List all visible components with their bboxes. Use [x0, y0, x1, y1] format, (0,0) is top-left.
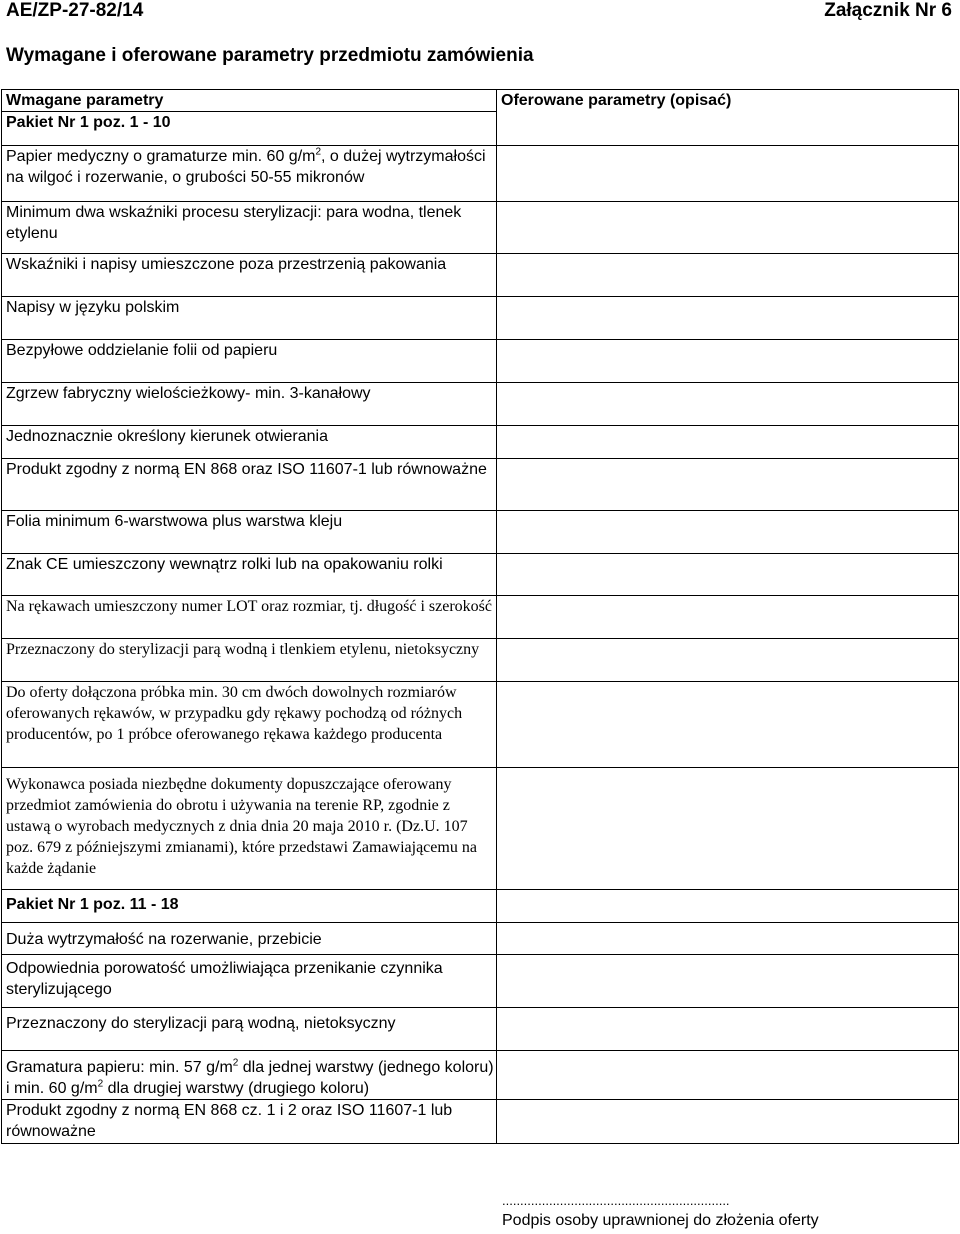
offer-cell[interactable]	[497, 511, 959, 554]
signature-label: Podpis osoby uprawnionej do złożenia oferty	[502, 1212, 819, 1229]
section-header-pakiet-11-18: Pakiet Nr 1 poz. 11 - 18	[2, 890, 497, 923]
requirement-dustless-separation: Bezpyłowe oddzielanie folii od papieru	[2, 340, 497, 383]
requirement-paper-weight: Papier medyczny o gramaturze min. 60 $g/m^2$, o dużej wytrzymałości na wilgoć i rozerwanie, o grubości 50-55 mikronów	[2, 146, 497, 202]
offer-cell[interactable]	[497, 1051, 959, 1100]
offer-cell[interactable]	[497, 596, 959, 639]
requirement-sterilization-method: Przeznaczony do sterylizacji parą wodną i tlenkiem etylenu, nietoksyczny	[2, 639, 497, 682]
requirement-standard-compliance: Produkt zgodny z normą EN 868 oraz ISO 11607-1 lub równoważne	[2, 459, 497, 511]
offer-cell[interactable]	[497, 383, 959, 426]
offer-cell[interactable]	[497, 682, 959, 768]
offer-cell[interactable]	[497, 297, 959, 340]
requirement-lot-number: Na rękawach umieszczony numer LOT oraz rozmiar, tj. długość i szerokość	[2, 596, 497, 639]
requirement-standard-compliance-2: Produkt zgodny z normą EN 868 cz. 1 i 2 oraz ISO 11607-1 lub równoważne	[2, 1100, 497, 1144]
requirement-opening-direction: Jednoznacznie określony kierunek otwierania	[2, 426, 497, 459]
offer-cell[interactable]	[497, 554, 959, 596]
offer-cell[interactable]	[497, 254, 959, 297]
requirement-paper-grammage: Gramatura papieru: min. 57 $g/m^2$ dla jednej warstwy (jednego koloru) i min. 60 $g/m^2$ dla drugiej warstwy (drugiego koloru)	[2, 1051, 497, 1100]
requirement-ce-mark: Znak CE umieszczony wewnątrz rolki lub na opakowaniu rolki	[2, 554, 497, 596]
parameters-table	[1, 89, 959, 1144]
offer-cell[interactable]	[497, 146, 959, 202]
requirement-documents: Wykonawca posiada niezbędne dokumenty dopuszczające oferowany przedmiot zamówienia do obrotu i używania na terenie RP, zgodnie z ustawą o wyrobach medycznych z dnia dnia 20 maja 2010 r. (Dz.U. 107 poz. 679 z późniejszymi zmianami), które przedstawi Zamawiającemu na każde żądanie	[2, 768, 497, 890]
requirement-foil-layers: Folia minimum 6-warstwowa plus warstwa kleju	[2, 511, 497, 554]
offer-cell[interactable]	[497, 1008, 959, 1051]
offer-cell[interactable]	[497, 639, 959, 682]
offer-cell[interactable]	[497, 768, 959, 890]
requirement-seal: Zgrzew fabryczny wielościeżkowy- min. 3-kanałowy	[2, 383, 497, 426]
offer-cell[interactable]	[497, 1100, 959, 1144]
offer-cell[interactable]	[497, 955, 959, 1008]
offer-cell[interactable]	[497, 923, 959, 955]
offer-cell[interactable]	[497, 890, 959, 923]
requirement-polish-labels: Napisy w języku polskim	[2, 297, 497, 340]
page-title: Wymagane i oferowane parametry przedmiotu zamówienia	[6, 45, 534, 66]
offer-cell[interactable]	[497, 340, 959, 383]
offer-cell[interactable]	[497, 426, 959, 459]
requirement-tear-resistance: Duża wytrzymałość na rozerwanie, przebicie	[2, 923, 497, 955]
requirement-porosity: Odpowiednia porowatość umożliwiająca przenikanie czynnika sterylizującego	[2, 955, 497, 1008]
signature-line: ...............................................................	[502, 1193, 730, 1208]
required-params-header: Wmagane parametry	[2, 90, 497, 112]
section-header-pakiet-1-10: Pakiet Nr 1 poz. 1 - 10	[2, 112, 497, 146]
document-reference: AE/ZP-27-82/14	[6, 0, 144, 21]
requirement-sample: Do oferty dołączona próbka min. 30 cm dwóch dowolnych rozmiarów oferowanych rękawów, w przypadku gdy rękawy pochodzą od różnych producentów, po 1 próbce oferowanego rękawa każdego producenta	[2, 682, 497, 768]
requirement-steam-sterilization: Przeznaczony do sterylizacji parą wodną, nietoksyczny	[2, 1008, 497, 1051]
requirement-indicators: Minimum dwa wskaźniki procesu sterylizacji: para wodna, tlenek etylenu	[2, 202, 497, 254]
requirement-indicator-placement: Wskaźniki i napisy umieszczone poza przestrzenią pakowania	[2, 254, 497, 297]
offer-cell[interactable]	[497, 202, 959, 254]
offer-cell[interactable]	[497, 459, 959, 511]
offered-params-header: Oferowane parametry (opisać)	[497, 90, 959, 146]
attachment-number: Załącznik Nr 6	[824, 0, 952, 21]
